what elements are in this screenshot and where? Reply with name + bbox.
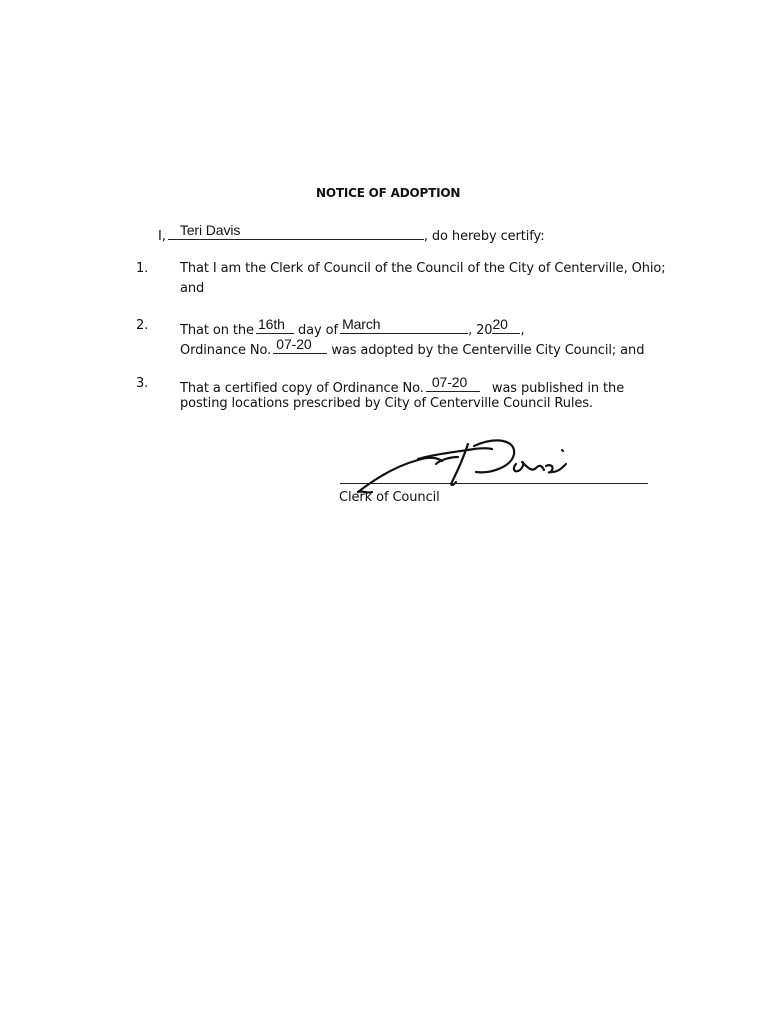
document-title: NOTICE OF ADOPTION (316, 186, 461, 200)
item-1-line-1: That I am the Clerk of Council of the Council of the City of Centerville, Ohio; (180, 261, 666, 276)
certify-suffix: , do hereby certify: (423, 229, 545, 244)
day-value: 16th (257, 316, 285, 332)
ordinance-field[interactable] (273, 338, 327, 354)
item-2-text-e: Ordinance No. (180, 343, 272, 358)
month-value: March (342, 316, 381, 332)
certify-prefix: I, (158, 229, 166, 244)
item-2-line-1 (180, 318, 525, 339)
month-field[interactable] (340, 318, 468, 334)
item-2-text-f: was adopted by the Centerville City Council; and (331, 343, 645, 358)
clerk-name-value: Teri Davis (179, 222, 241, 238)
item-2-line-2 (180, 338, 644, 359)
item-3-line-1 (180, 376, 624, 397)
item-3-text-a: That a certified copy of Ordinance No. (180, 381, 424, 396)
published-ordinance-value: 07-20 (431, 374, 468, 390)
item-2-text-b: day of (298, 323, 339, 338)
item-2-text-a: That on the (180, 323, 254, 338)
item-3-line-2: posting locations prescribed by City of Centerville Council Rules. (180, 396, 593, 411)
year-field[interactable] (492, 318, 520, 334)
item-3-text-b: was published in the (491, 381, 625, 396)
certify-line (158, 224, 544, 245)
item-3-number: 3. (136, 376, 149, 391)
item-1-line-2: and (180, 281, 205, 296)
signature-line (340, 483, 648, 484)
signature-label: Clerk of Council (339, 490, 440, 505)
item-1-number: 1. (136, 261, 149, 276)
clerk-name-field[interactable] (168, 224, 424, 240)
published-ordinance-field[interactable] (426, 376, 480, 392)
item-2-number: 2. (136, 318, 149, 333)
day-field[interactable] (256, 318, 294, 334)
item-2-text-d: , (520, 323, 525, 338)
ordinance-value: 07-20 (276, 336, 312, 352)
year-value: 20 (492, 316, 508, 332)
item-2-text-c: , 20 (468, 323, 493, 338)
